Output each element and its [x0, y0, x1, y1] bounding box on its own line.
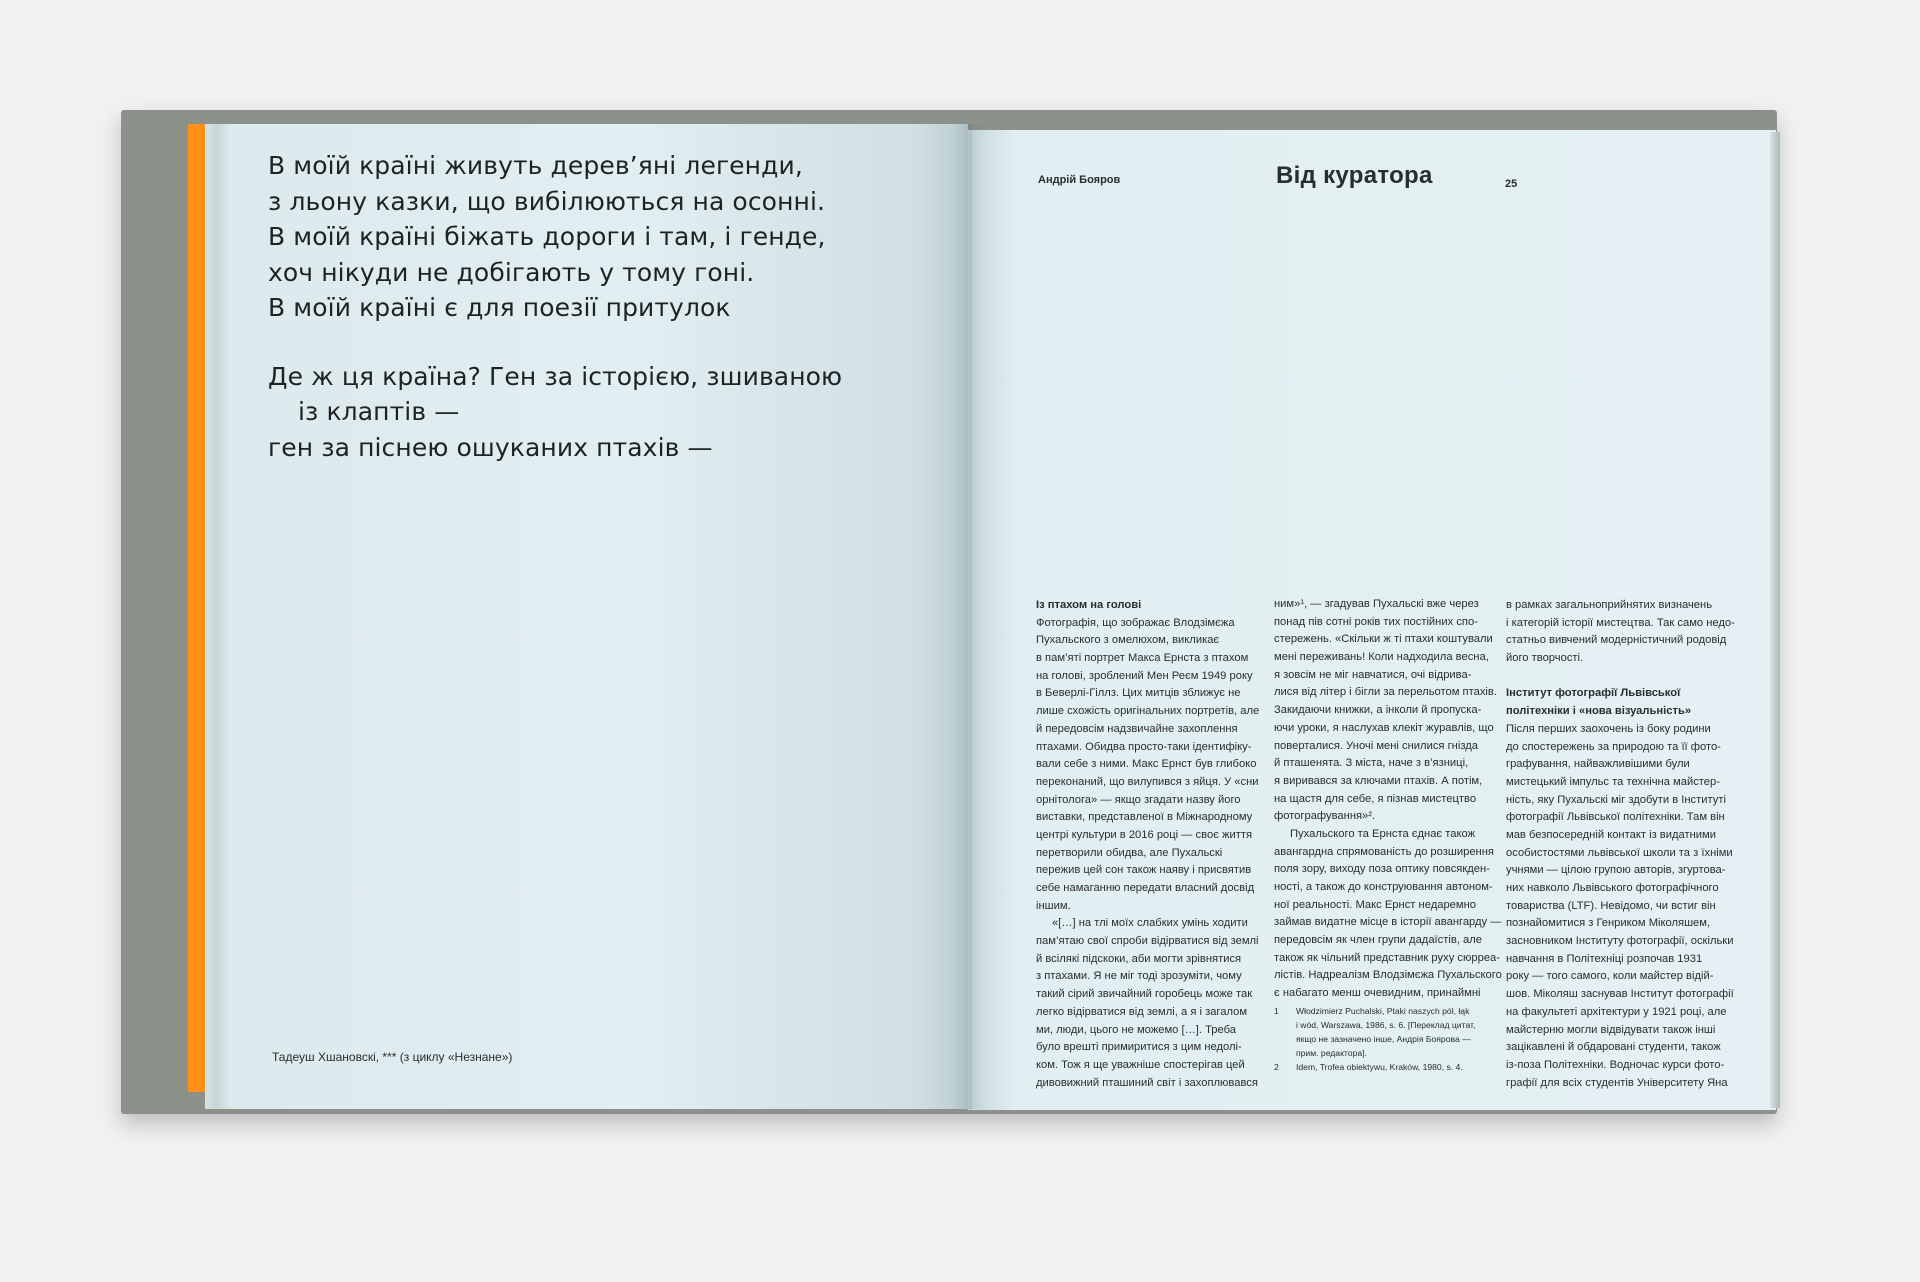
- text-line: вали себе з ними. Макс Ернст був глибоко: [1036, 758, 1257, 771]
- text-line: фотографування»².: [1274, 810, 1376, 823]
- footnote-line: якщо не зазначено інше, Андрія Боярова —: [1296, 1034, 1471, 1044]
- text-line: Пухальского з омелюхом, викликає: [1036, 634, 1220, 647]
- text-line: пережив цей сон також наяву і присвятив: [1036, 864, 1252, 877]
- text-line: в пам’яті портрет Макса Ернста з птахом: [1036, 652, 1249, 665]
- text-line: товариства (LTF). Невідомо, чи встиг він: [1506, 899, 1716, 912]
- page-number: 25: [1505, 178, 1518, 190]
- text-column-1: [1036, 597, 1259, 1092]
- text-line: ми, люди, цього не можемо […]. Треба: [1036, 1023, 1236, 1036]
- poem-line: ген за піснею ошуканих птахів —: [268, 432, 713, 462]
- poem-line: В моїй країні живуть дерев’яні легенди,: [268, 151, 803, 180]
- column-heading: Із птахом на голові: [1036, 599, 1142, 611]
- text-line: переконаний, що вилупився з яйця. У «сни: [1036, 775, 1259, 788]
- text-line: такий сірий звичайний горобець може так: [1036, 988, 1253, 1001]
- text-line: з птахами. Я не міг тоді зрозуміти, чому: [1036, 970, 1242, 983]
- text-line: лише схожість оригінальних портретів, але: [1036, 705, 1260, 718]
- text-line: лися від літер і бігли за перельотом птахів.: [1274, 686, 1497, 699]
- text-line: ність, яку Пухальскі міг здобути в Інституті: [1506, 793, 1726, 806]
- text-line: Закидаючи книжки, а інколи й пропуска-: [1274, 704, 1482, 717]
- footnote-number: 1: [1274, 1006, 1279, 1016]
- poem-line: з льону казки, що вибілюються на осонні.: [268, 186, 826, 216]
- text-line: стережень. «Скільки ж ті птахи коштували: [1274, 633, 1493, 646]
- text-line: також як чільний представник руху сюрреа-: [1274, 951, 1500, 964]
- text-line: графії для всіх студентів Університету Яна: [1506, 1076, 1728, 1089]
- text-line: виставки, представленої в Міжнародному: [1036, 811, 1253, 824]
- column-heading: політехніки і «нова візуальність»: [1506, 705, 1692, 718]
- text-line: й передовсім надзвичайне захоплення: [1036, 722, 1238, 735]
- text-line: ком. Тож я ще уважніше спостерігав цей: [1036, 1058, 1245, 1071]
- text-line: його творчості.: [1506, 652, 1584, 665]
- text-line: в рамках загальноприйнятих визначень: [1506, 599, 1713, 611]
- text-line: займав видатне місце в історії авангарду —: [1274, 916, 1502, 929]
- text-line: учнями — цілою групою авторів, згуртова-: [1506, 864, 1726, 877]
- text-line: ним»¹, — згадував Пухальскі вже через: [1274, 598, 1479, 610]
- text-line: із-поза Політехніки. Водночас курси фото-: [1506, 1058, 1725, 1071]
- text-line: Пухальского та Ернста єднає також: [1290, 827, 1476, 840]
- text-line: лістів. Надреалізм Влодзімєжа Пухальского: [1274, 969, 1502, 982]
- text-line: передовсім як член групи дадаїстів, але: [1274, 934, 1482, 947]
- book-gutter: [952, 124, 988, 1109]
- text-line: року — того самого, коли майстер відій-: [1506, 970, 1714, 983]
- stanza-gap: [268, 326, 928, 359]
- poem-line: В моїй країні є для поезії притулок: [268, 293, 731, 322]
- text-column-2: [1274, 596, 1502, 1003]
- running-author: Андрій Бояров: [1038, 174, 1121, 186]
- text-line: до спостережень за природою та її фото-: [1506, 740, 1721, 753]
- footnote: [1274, 1060, 1475, 1074]
- column-heading: Інститут фотографії Львівської: [1506, 687, 1681, 700]
- text-line: на факультеті архітектури у 1921 році, але: [1506, 1005, 1727, 1018]
- text-line: на голові, зроблений Мен Реєм 1949 року: [1036, 669, 1253, 682]
- text-line: зацікавлені й обдаровані студенти, також: [1506, 1041, 1721, 1054]
- text-line: і категорій історії мистецтва. Так само недо-: [1506, 616, 1735, 629]
- paragraph-gap: [1506, 668, 1735, 686]
- footnote-text: [1296, 1060, 1463, 1074]
- text-line: центрі культури в 2016 році — своє життя: [1036, 828, 1253, 841]
- text-line: понад пів сотні років тих постійних спо-: [1274, 615, 1478, 628]
- text-line: Фотографія, що зображає Влодзімєжа: [1036, 616, 1235, 629]
- text-line: було врешті примиритися з цим недолі-: [1036, 1041, 1242, 1054]
- text-line: навчання в Політехніці розпочав 1931: [1506, 952, 1703, 965]
- text-line: мав безпосередній контакт із видатними: [1506, 828, 1716, 841]
- text-line: я зовсім не міг навчатися, очі відрива-: [1274, 668, 1472, 681]
- footnotes: [1274, 1004, 1475, 1074]
- text-line: себе намаганню передати власний досвід: [1036, 882, 1255, 894]
- text-line: познайомитися з Генриком Міколяшем,: [1506, 917, 1711, 930]
- text-line: особистостями львівської школи та з їхніми: [1506, 846, 1733, 859]
- text-line: авангардна спрямованість до розширення: [1274, 845, 1494, 858]
- footnote-line: i wód, Warszawa, 1986, s. 6. [Переклад цитат,: [1296, 1020, 1476, 1030]
- text-line: Після перших заохочень із боку родини: [1506, 722, 1711, 735]
- footnote-line: Włodzimierz Puchalski, Ptaki naszych pól, łąk: [1296, 1006, 1470, 1016]
- text-line: фотографії Львівської політехніки. Там він: [1506, 811, 1725, 824]
- text-line: я виривався за ключами птахів. А потім,: [1274, 774, 1483, 787]
- poem-line: В моїй країні біжать дороги і там, і генде,: [268, 222, 826, 251]
- text-line: мистецький імпульс та технічна майстер-: [1506, 775, 1720, 788]
- poem: [268, 148, 928, 465]
- text-line: ності, а також до конструювання автоном-: [1274, 881, 1493, 893]
- poem-line: Де ж ця країна? Ген за історією, зшиваною: [268, 361, 843, 391]
- footnote-number: 2: [1274, 1062, 1279, 1072]
- text-line: й всілякі підскоки, аби могти зрівнятися: [1036, 952, 1242, 965]
- poem-attribution: Тадеуш Хшановскі, *** (з циклу «Незнане»): [272, 1050, 513, 1064]
- text-line: поверталися. Уночі мені снилися гнізда: [1274, 739, 1478, 752]
- text-line: ючи уроки, я наслухав клекіт журавлів, що: [1274, 721, 1494, 734]
- text-line: орнітолога» — якщо згадати назву його: [1036, 793, 1241, 806]
- text-line: в Беверлі-Гіллз. Цих митців зближує не: [1036, 687, 1241, 700]
- section-title: Від куратора: [1276, 162, 1433, 189]
- footnote: [1274, 1004, 1475, 1060]
- footnote-line: Idem, Trofea obiektywu, Kraków, 1980, s. 4.: [1296, 1062, 1463, 1072]
- text-column-3: [1506, 597, 1735, 1092]
- footnote-line: прим. редактора].: [1296, 1048, 1367, 1058]
- footnote-text: [1296, 1004, 1475, 1060]
- poem-line: із клаптів —: [298, 397, 460, 426]
- text-line: на щастя для себе, я пізнав мистецтво: [1274, 792, 1477, 805]
- text-line: засновником Інституту фотографії, оскільки: [1506, 935, 1734, 948]
- text-line: іншим.: [1036, 899, 1071, 912]
- text-line: майстерню могли відвідувати також інші: [1506, 1023, 1716, 1036]
- text-line: статньо вивчений модерністичний родовід: [1506, 634, 1727, 647]
- text-line: пам’ятаю свої спроби відірватися від землі: [1036, 935, 1259, 948]
- text-line: них навколо Львівського фотографічного: [1506, 882, 1719, 894]
- text-line: ної реальності. Макс Ернст недаремно: [1274, 898, 1476, 911]
- text-line: легко відірватися від землі, а я і загалом: [1036, 1005, 1248, 1018]
- text-line: птахами. Обидва просто-таки ідентифіку-: [1036, 740, 1252, 753]
- text-line: є набагато менш очевидним, принаймні: [1274, 987, 1481, 1000]
- text-line: мені переживань! Коли надходила весна,: [1274, 651, 1489, 664]
- right-page-edge: [1770, 132, 1780, 1108]
- text-line: «[…] на тлі моїх слабких умінь ходити: [1052, 917, 1248, 930]
- text-line: перетворили обидва, але Пухальскі: [1036, 846, 1223, 859]
- text-line: й пташенята. З міста, наче з в’язниці,: [1274, 757, 1469, 770]
- text-line: графування, найважливішими були: [1506, 758, 1690, 771]
- text-line: поля зору, виходу поза оптику повсякден-: [1274, 863, 1490, 876]
- text-line: дивовижний пташиний світ і захоплювався: [1036, 1076, 1258, 1089]
- text-line: шов. Міколяш заснував Інститут фотографії: [1506, 988, 1734, 1001]
- poem-line: хоч нікуди не добігають у тому гоні.: [268, 257, 755, 287]
